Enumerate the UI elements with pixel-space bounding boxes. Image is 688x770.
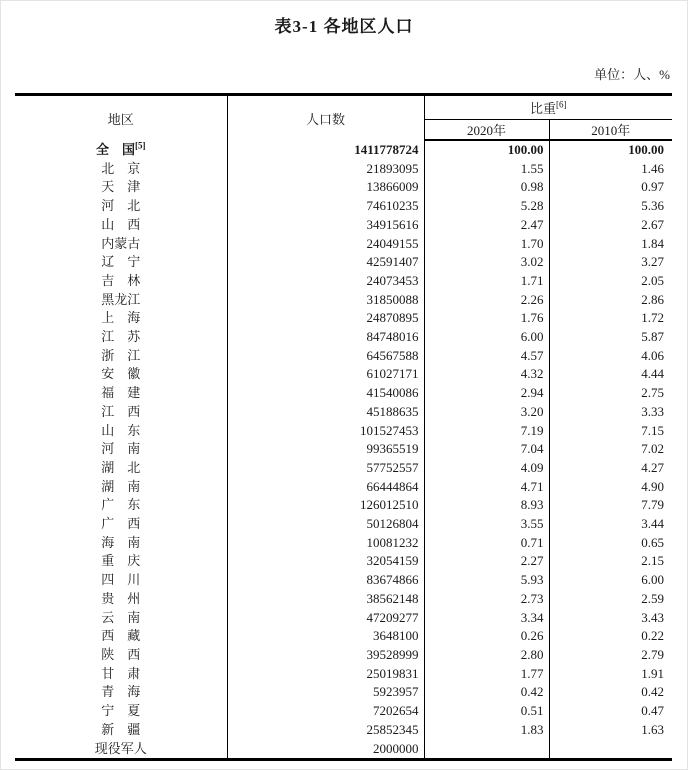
column-header-region: 地区 xyxy=(107,111,134,127)
table-title: 表3-1 各地区人口 xyxy=(274,17,414,36)
share-2020-cell: 2.26 xyxy=(424,291,549,310)
population-cell: 1411778724 xyxy=(227,140,424,160)
population-cell: 45188635 xyxy=(227,403,424,422)
share-2010-cell: 0.97 xyxy=(549,178,672,197)
share-2020-cell: 0.26 xyxy=(424,627,549,646)
population-cell: 10081232 xyxy=(227,534,424,553)
share-2020-cell: 7.19 xyxy=(424,422,549,441)
share-2010-cell: 4.27 xyxy=(549,459,672,478)
table-row xyxy=(15,347,672,366)
share-2020-cell: 4.09 xyxy=(424,459,549,478)
region-cell: 湖 南 xyxy=(101,478,141,494)
table-row xyxy=(15,365,672,384)
column-header-population: 人口数 xyxy=(227,95,424,141)
region-cell: 新 疆 xyxy=(101,721,141,737)
table-row xyxy=(15,702,672,721)
share-2010-cell: 2.86 xyxy=(549,291,672,310)
population-cell: 74610235 xyxy=(227,197,424,216)
region-cell: 全 国[5] xyxy=(95,140,146,157)
share-2010-cell: 0.47 xyxy=(549,702,672,721)
population-cell: 39528999 xyxy=(227,646,424,665)
region-cell: 山 西 xyxy=(101,216,141,232)
share-2010-cell: 3.27 xyxy=(549,253,672,272)
share-2020-cell: 0.51 xyxy=(424,702,549,721)
share-2010-cell: 3.44 xyxy=(549,515,672,534)
share-2020-cell: 3.34 xyxy=(424,609,549,628)
region-cell: 青 海 xyxy=(101,684,141,700)
share-2020-cell: 3.55 xyxy=(424,515,549,534)
population-cell: 61027171 xyxy=(227,365,424,384)
region-cell: 辽 宁 xyxy=(101,254,141,270)
population-table xyxy=(15,93,672,761)
region-cell: 四 川 xyxy=(101,572,141,588)
population-cell: 7202654 xyxy=(227,702,424,721)
share-2010-cell: 6.00 xyxy=(549,571,672,590)
share-2020-cell: 2.94 xyxy=(424,384,549,403)
share-2020-cell: 1.76 xyxy=(424,309,549,328)
region-cell: 福 建 xyxy=(101,385,141,401)
column-header-2010: 2010年 xyxy=(549,120,672,141)
header-row-main xyxy=(15,95,672,120)
region-cell: 广 东 xyxy=(101,497,141,513)
share-2010-cell: 4.06 xyxy=(549,347,672,366)
table-row xyxy=(15,665,672,684)
table-row xyxy=(15,459,672,478)
population-cell: 24049155 xyxy=(227,235,424,254)
region-cell: 上 海 xyxy=(101,310,141,326)
region-cell: 江 苏 xyxy=(101,329,141,345)
population-cell: 84748016 xyxy=(227,328,424,347)
population-cell: 66444864 xyxy=(227,478,424,497)
population-cell: 42591407 xyxy=(227,253,424,272)
table-row xyxy=(15,515,672,534)
table-row xyxy=(15,440,672,459)
table-row xyxy=(15,683,672,702)
table-row xyxy=(15,478,672,497)
table-row xyxy=(15,590,672,609)
population-cell: 64567588 xyxy=(227,347,424,366)
region-cell: 天 津 xyxy=(101,179,141,195)
region-cell: 山 东 xyxy=(101,422,141,438)
region-cell: 海 南 xyxy=(101,534,141,550)
share-2010-cell: 7.15 xyxy=(549,422,672,441)
share-2010-cell: 2.75 xyxy=(549,384,672,403)
share-2010-cell: 0.42 xyxy=(549,683,672,702)
population-cell: 21893095 xyxy=(227,160,424,179)
share-2010-cell: 4.90 xyxy=(549,478,672,497)
region-cell: 陕 西 xyxy=(101,646,141,662)
table-row xyxy=(15,422,672,441)
region-cell: 重 庆 xyxy=(101,553,141,569)
share-2010-cell: 2.67 xyxy=(549,216,672,235)
column-header-share xyxy=(424,95,672,120)
region-cell: 江 西 xyxy=(101,403,141,419)
region-cell: 贵 州 xyxy=(101,590,141,606)
share-2020-cell: 3.02 xyxy=(424,253,549,272)
region-cell: 云 南 xyxy=(101,609,141,625)
share-2010-cell: 2.79 xyxy=(549,646,672,665)
population-cell: 57752557 xyxy=(227,459,424,478)
region-footnote-marker: [5] xyxy=(135,140,146,151)
population-cell: 3648100 xyxy=(227,627,424,646)
population-cell: 83674866 xyxy=(227,571,424,590)
population-cell: 34915616 xyxy=(227,216,424,235)
table-row xyxy=(15,609,672,628)
table-row xyxy=(15,646,672,665)
share-2010-cell: 4.44 xyxy=(549,365,672,384)
share-2010-cell: 1.91 xyxy=(549,665,672,684)
population-cell: 38562148 xyxy=(227,590,424,609)
share-2020-cell: 2.80 xyxy=(424,646,549,665)
share-2020-cell: 1.83 xyxy=(424,721,549,740)
share-2020-cell: 1.77 xyxy=(424,665,549,684)
table-row xyxy=(15,272,672,291)
population-cell: 41540086 xyxy=(227,384,424,403)
share-2010-cell: 3.33 xyxy=(549,403,672,422)
share-2020-cell: 3.20 xyxy=(424,403,549,422)
table-row xyxy=(15,216,672,235)
region-cell: 河 南 xyxy=(101,441,141,457)
population-cell: 50126804 xyxy=(227,515,424,534)
region-cell: 浙 江 xyxy=(101,347,141,363)
share-2020-cell: 0.98 xyxy=(424,178,549,197)
share-2020-cell: 4.32 xyxy=(424,365,549,384)
table-row xyxy=(15,253,672,272)
share-2020-cell: 5.28 xyxy=(424,197,549,216)
table-row xyxy=(15,384,672,403)
share-2010-cell: 1.72 xyxy=(549,309,672,328)
share-label: 比重 xyxy=(530,101,557,116)
population-cell: 2000000 xyxy=(227,740,424,760)
table-body xyxy=(15,140,672,760)
table-row xyxy=(15,309,672,328)
share-footnote-marker: [6] xyxy=(556,99,567,110)
share-2010-cell: 1.46 xyxy=(549,160,672,179)
share-2020-cell: 4.57 xyxy=(424,347,549,366)
population-cell: 32054159 xyxy=(227,552,424,571)
share-2010-cell: 0.22 xyxy=(549,627,672,646)
table-row xyxy=(15,571,672,590)
share-2010-cell: 1.84 xyxy=(549,235,672,254)
table-row xyxy=(15,552,672,571)
unit-note: 单位：人、% xyxy=(594,67,670,82)
region-cell: 西 藏 xyxy=(101,628,141,644)
share-2020-cell: 1.71 xyxy=(424,272,549,291)
share-2010-cell: 3.43 xyxy=(549,609,672,628)
table-row xyxy=(15,627,672,646)
share-2020-cell: 100.00 xyxy=(424,140,549,160)
region-cell: 安 徽 xyxy=(101,366,141,382)
population-cell: 13866009 xyxy=(227,178,424,197)
table-row xyxy=(15,140,672,160)
share-2020-cell: 5.93 xyxy=(424,571,549,590)
share-2010-cell: 2.15 xyxy=(549,552,672,571)
table-row xyxy=(15,496,672,515)
region-cell: 内蒙古 xyxy=(101,235,141,251)
table-row xyxy=(15,197,672,216)
population-cell: 24073453 xyxy=(227,272,424,291)
share-2010-cell: 2.59 xyxy=(549,590,672,609)
table-header xyxy=(15,95,672,141)
population-cell: 101527453 xyxy=(227,422,424,441)
region-cell: 宁 夏 xyxy=(101,703,141,719)
population-cell: 25019831 xyxy=(227,665,424,684)
share-2010-cell: 2.05 xyxy=(549,272,672,291)
table-row xyxy=(15,235,672,254)
region-cell: 吉 林 xyxy=(101,272,141,288)
share-2020-cell: 2.47 xyxy=(424,216,549,235)
region-cell: 现役军人 xyxy=(94,740,147,756)
population-cell: 47209277 xyxy=(227,609,424,628)
table-row xyxy=(15,740,672,760)
population-cell: 99365519 xyxy=(227,440,424,459)
population-cell: 25852345 xyxy=(227,721,424,740)
region-cell: 甘 肃 xyxy=(101,665,141,681)
population-cell: 126012510 xyxy=(227,496,424,515)
region-cell: 黑龙江 xyxy=(101,291,141,307)
share-2020-cell: 6.00 xyxy=(424,328,549,347)
table-row xyxy=(15,534,672,553)
share-2020-cell: 0.42 xyxy=(424,683,549,702)
share-2010-cell: 100.00 xyxy=(549,140,672,160)
share-2020-cell: 1.70 xyxy=(424,235,549,254)
share-2020-cell: 2.73 xyxy=(424,590,549,609)
region-cell: 北 京 xyxy=(101,160,141,176)
share-2010-cell: 1.63 xyxy=(549,721,672,740)
table-row xyxy=(15,403,672,422)
share-2020-cell: 4.71 xyxy=(424,478,549,497)
share-2010-cell: 5.36 xyxy=(549,197,672,216)
share-2020-cell xyxy=(424,740,549,760)
region-cell: 湖 北 xyxy=(101,459,141,475)
table-row xyxy=(15,328,672,347)
share-2010-cell: 5.87 xyxy=(549,328,672,347)
table-row xyxy=(15,178,672,197)
share-2010-cell xyxy=(549,740,672,760)
share-2020-cell: 8.93 xyxy=(424,496,549,515)
region-cell: 河 北 xyxy=(101,198,141,214)
share-2010-cell: 7.02 xyxy=(549,440,672,459)
share-2010-cell: 0.65 xyxy=(549,534,672,553)
share-2020-cell: 2.27 xyxy=(424,552,549,571)
region-cell: 广 西 xyxy=(101,516,141,532)
share-2010-cell: 7.79 xyxy=(549,496,672,515)
population-cell: 5923957 xyxy=(227,683,424,702)
share-2020-cell: 0.71 xyxy=(424,534,549,553)
share-2020-cell: 1.55 xyxy=(424,160,549,179)
population-cell: 31850088 xyxy=(227,291,424,310)
share-2020-cell: 7.04 xyxy=(424,440,549,459)
column-header-2020: 2020年 xyxy=(424,120,549,141)
table-row xyxy=(15,721,672,740)
population-cell: 24870895 xyxy=(227,309,424,328)
table-row xyxy=(15,160,672,179)
table-row xyxy=(15,291,672,310)
